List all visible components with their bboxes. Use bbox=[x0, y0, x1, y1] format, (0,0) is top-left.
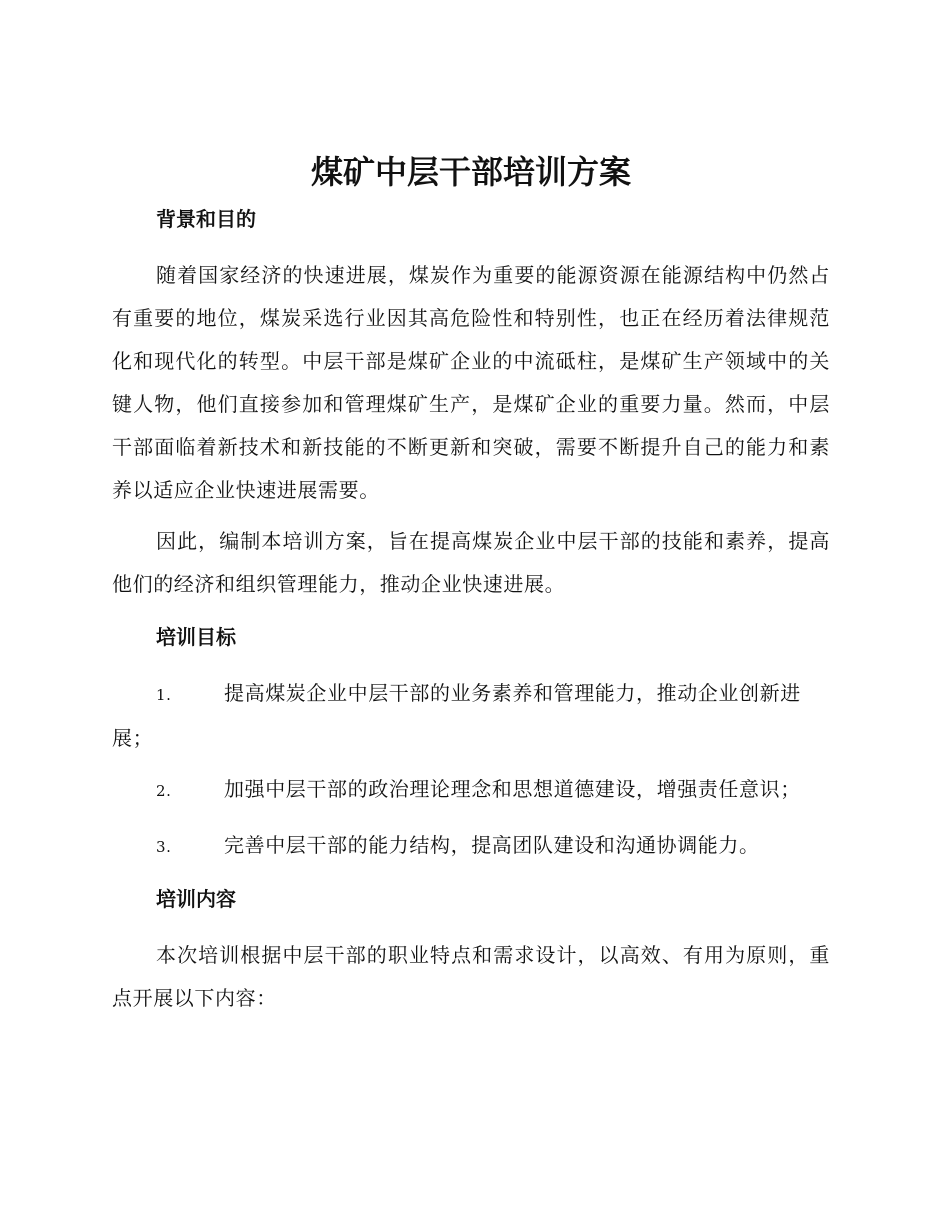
section-heading-goals: 培训目标 bbox=[156, 625, 236, 649]
goal-item-number: 2. bbox=[156, 782, 172, 800]
goal-item-number: 1. bbox=[156, 686, 172, 704]
goal-item-number: 3. bbox=[156, 838, 172, 856]
content-paragraph-1: 本次培训根据中层干部的职业特点和需求设计，以高效、有用为原则，重点开展以下内容： bbox=[112, 943, 830, 1010]
background-paragraph-1: 随着国家经济的快速进展，煤炭作为重要的能源资源在能源结构中仍然占有重要的地位，煤炭采选行业因其高危险性和特别性，也正在经历着法律规范化和现代化的转型。中层干部是煤矿企业的中流砥柱，是煤矿生产领域中的关键人物，他们直接参加和管理煤矿生产，是煤矿企业的重要力量。然而，中层干部面临着新技术和新技能的不断更新和突破，需要不断提升自己的能力和素养以适应企业快速进展需要。 bbox=[112, 263, 830, 502]
goal-item-text: 加强中层干部的政治理论理念和思想道德建设，增强责任意识； bbox=[224, 777, 801, 801]
background-paragraph-2: 因此，编制本培训方案，旨在提高煤炭企业中层干部的技能和素养，提高他们的经济和组织管理能力，推动企业快速进展。 bbox=[112, 529, 830, 596]
goal-item-1 bbox=[112, 672, 830, 760]
goal-item-text: 提高煤炭企业中层干部的业务素养和管理能力，推动企业创新进展； bbox=[112, 681, 801, 750]
section-heading-content: 培训内容 bbox=[156, 887, 236, 911]
section-heading-background: 背景和目的 bbox=[156, 207, 256, 231]
goal-item-2 bbox=[112, 768, 830, 813]
goal-item-3 bbox=[112, 824, 830, 869]
document-title: 煤矿中层干部培训方案 bbox=[310, 153, 631, 191]
goal-item-text: 完善中层干部的能力结构，提高团队建设和沟通协调能力。 bbox=[224, 833, 760, 857]
